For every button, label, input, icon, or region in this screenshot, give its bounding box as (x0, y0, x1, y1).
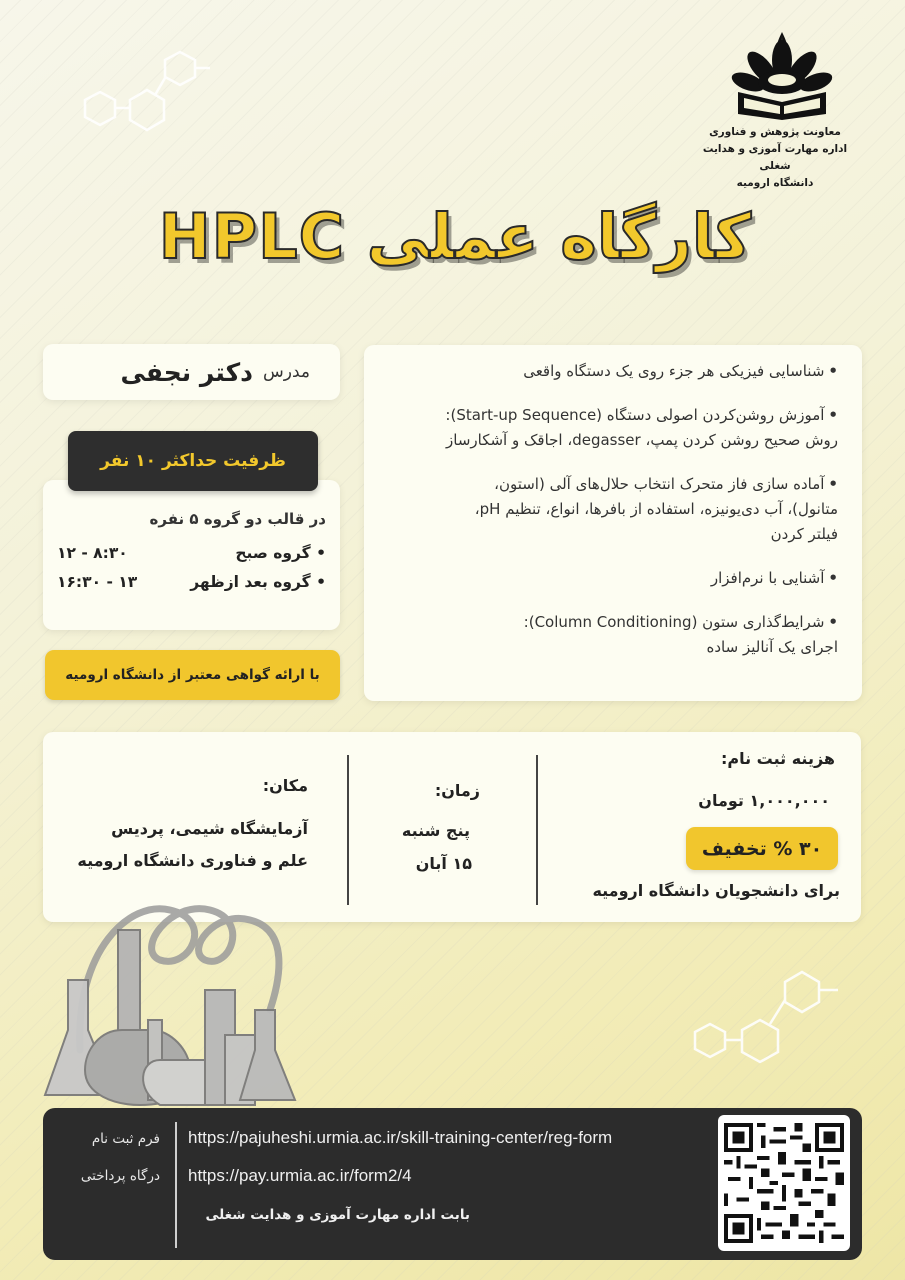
group-name: • گروه صبح (235, 544, 326, 562)
topic-line: متانول)، آب دی‌یونیزه، استفاده از بافرها، انواع، تنظیم pH، (474, 500, 838, 518)
fee-amount: ۱,۰۰۰,۰۰۰ تومان (698, 791, 830, 810)
org-line: دانشگاه ارومیه (736, 177, 814, 189)
syllabus-topic (384, 472, 838, 547)
payment-gateway-label: درگاه پرداختی (80, 1168, 160, 1184)
lotus-book-icon (728, 30, 836, 120)
topic-line: آموزش روشن‌کردن اصولی دستگاه (Start-up Sequence): (445, 406, 825, 424)
fee-label: هزینه ثبت نام: (720, 749, 835, 768)
time-day: پنج شنبه (401, 821, 470, 840)
reg-form-label: فرم ثبت نام (91, 1131, 160, 1147)
discount-badge: ۳۰ % تخفیف (686, 827, 838, 870)
bullet-icon: • (828, 475, 838, 493)
syllabus-card (364, 345, 862, 701)
group-name: • گروه بعد ازظهر (190, 573, 326, 591)
discount-note: برای دانشجویان دانشگاه ارومیه (592, 881, 840, 900)
syllabus-topic (384, 403, 838, 453)
group-time: ۸:۳۰ - ۱۲ (57, 544, 128, 562)
topic-line: آماده سازی فاز متحرک انتخاب حلال‌های آلی (استون، (494, 475, 825, 493)
qr-code-pattern (724, 1121, 844, 1245)
capacity-card (43, 480, 340, 630)
place-line: علم و فناوری دانشگاه ارومیه (77, 851, 308, 870)
instructor-card (43, 344, 340, 400)
payment-gateway-link[interactable]: https://pay.urmia.ac.ir/form2/4 (188, 1166, 412, 1185)
topic-line: فیلتر کردن (770, 525, 838, 543)
bullet-icon: • (828, 362, 838, 380)
topic-line: آشنایی با نرم‌افزار (710, 569, 825, 587)
org-line: اداره مهارت آموزی و هدایت شغلی (702, 143, 848, 172)
group-row (57, 573, 326, 591)
topic-line: شرایط‌گذاری ستون (Column Conditioning): (523, 613, 825, 631)
divider (536, 755, 538, 905)
footer-divider (175, 1122, 177, 1248)
org-line: معاونت پژوهش و فناوری (709, 126, 841, 138)
topic-line: روش صحیح روشن کردن پمپ، degasser، اجاقک و آشکارساز (446, 431, 838, 449)
group-row (57, 544, 326, 562)
divider (347, 755, 349, 905)
place-label: مکان: (262, 776, 308, 795)
time-date: ۱۵ آبان (415, 854, 472, 873)
certificate-badge: با ارائه گواهی معتبر از دانشگاه ارومیه (45, 650, 340, 700)
instructor-name: دکتر نجفی (120, 357, 253, 387)
topic-line: اجرای یک آنالیز ساده (706, 638, 838, 656)
place-line: آزمایشگاه شیمی، پردیس (111, 819, 308, 838)
hexagon-molecule-icon (60, 40, 230, 150)
syllabus-topic (384, 359, 838, 384)
lab-glassware-icon (40, 890, 310, 1110)
group-time: ۱۳ - ۱۶:۳۰ (57, 573, 138, 591)
topic-line: شناسایی فیزیکی هر جزء روی یک دستگاه واقعی (523, 362, 825, 380)
footer-note: بابت اداره مهارت آموزی و هدایت شغلی (205, 1207, 470, 1223)
syllabus-topic (384, 566, 838, 591)
bullet-icon: • (828, 406, 838, 424)
reg-form-link[interactable]: https://pajuheshi.urmia.ac.ir/skill-training-center/reg-form (188, 1128, 613, 1147)
hexagon-molecule-icon (680, 960, 850, 1070)
instructor-label: مدرس (263, 362, 310, 382)
page-title: کارگاه عملی HPLC (158, 200, 752, 273)
groups-note: در قالب دو گروه ۵ نفره (149, 510, 326, 528)
bullet-icon: • (828, 569, 838, 587)
syllabus-topic (384, 610, 838, 660)
qr-code-icon[interactable] (718, 1115, 850, 1251)
time-label: زمان: (434, 781, 480, 800)
capacity-badge: ظرفیت حداکثر ۱۰ نفر (68, 431, 318, 491)
organization-name (690, 124, 860, 192)
bullet-icon: • (828, 613, 838, 631)
